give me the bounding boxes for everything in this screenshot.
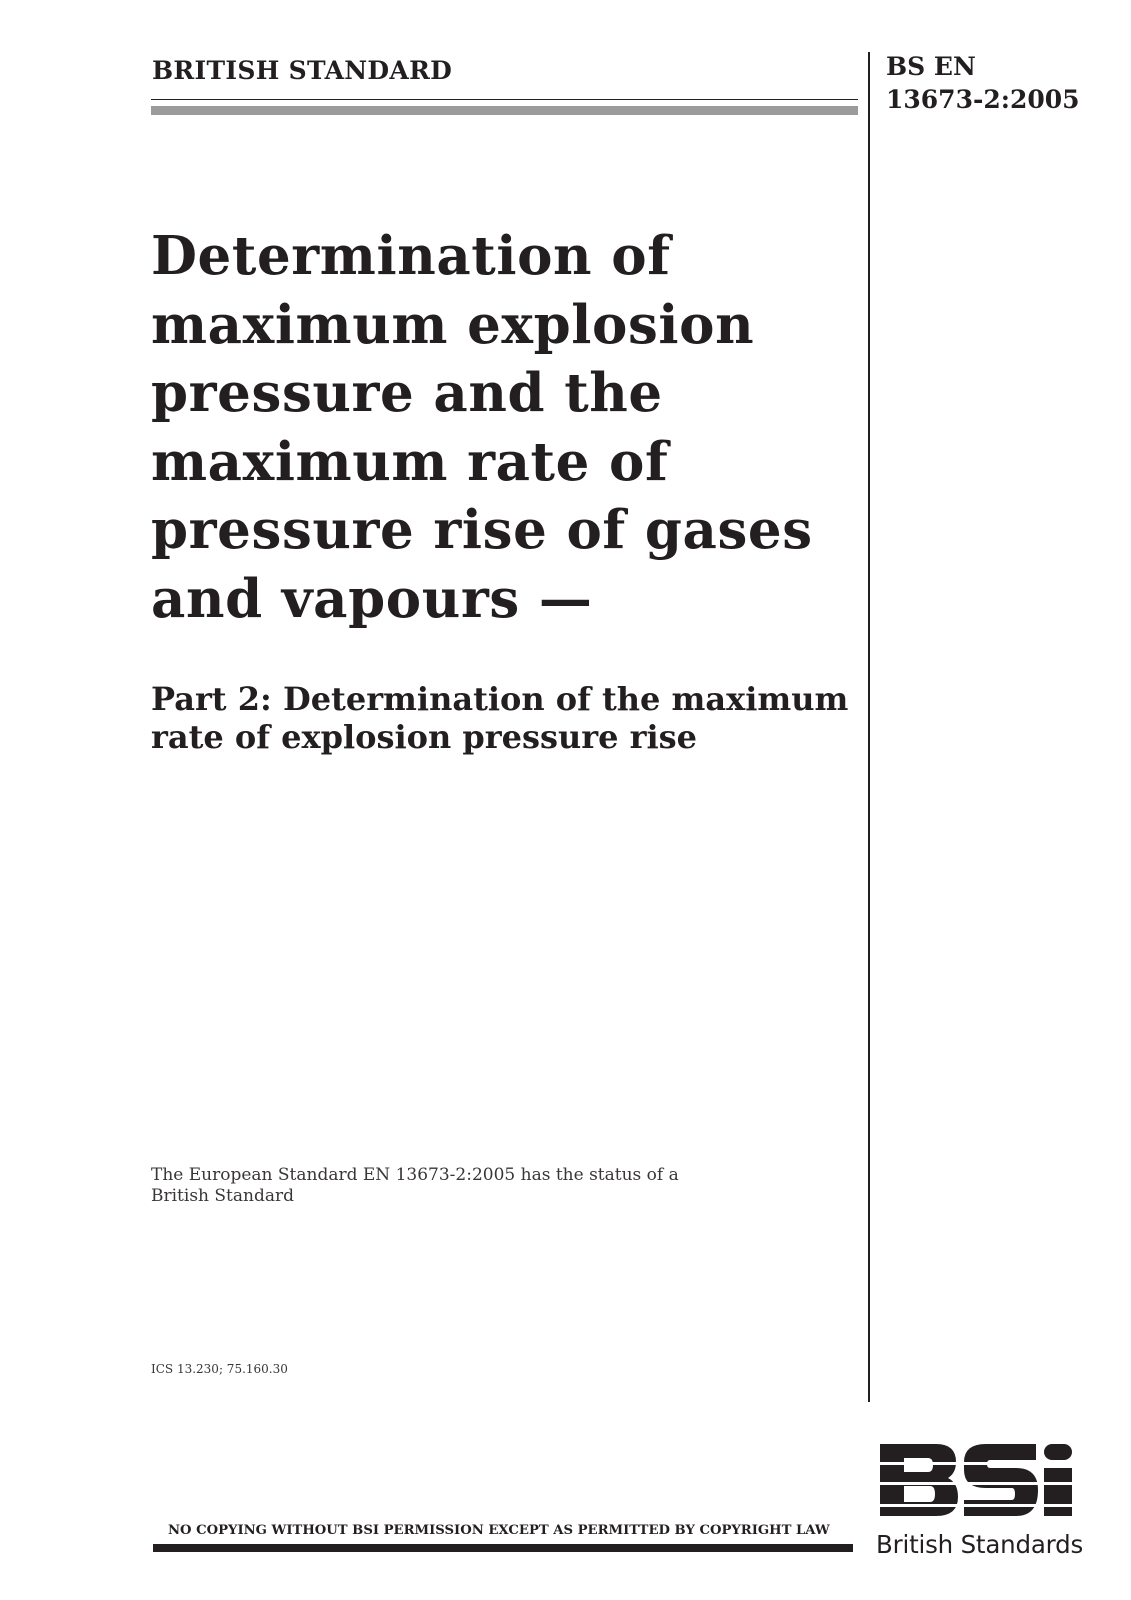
standard-type-label: BRITISH STANDARD	[152, 56, 453, 85]
designation-line-2: 13673-2:2005	[886, 85, 1080, 114]
designation-line-1: BS EN	[886, 52, 976, 81]
header-thin-rule	[151, 99, 858, 100]
subtitle-line: Part 2: Determination of the maximum	[151, 680, 849, 718]
status-note	[151, 1165, 679, 1207]
status-note-line: The European Standard EN 13673-2:2005 has the status of a	[151, 1165, 679, 1185]
title-line: maximum rate of	[151, 430, 669, 493]
ics-code: ICS 13.230; 75.160.30	[151, 1362, 288, 1376]
title-line: pressure rise of gases	[151, 499, 813, 561]
footer-rule	[153, 1544, 853, 1552]
standard-designation	[886, 50, 1080, 116]
title-line: Determination of	[151, 225, 671, 287]
subtitle-line: rate of explosion pressure rise	[151, 718, 697, 756]
copyright-notice: NO COPYING WITHOUT BSI PERMISSION EXCEPT AS PERMITTED BY COPYRIGHT LAW	[168, 1523, 830, 1538]
title-line: pressure and the	[151, 362, 663, 424]
logo-caption: British Standards	[876, 1530, 1084, 1559]
document-title	[151, 222, 851, 633]
header-thick-rule	[151, 106, 858, 115]
title-line: maximum explosion	[151, 293, 755, 356]
title-line: and vapours —	[151, 567, 593, 630]
document-subtitle	[151, 680, 871, 756]
status-note-line: British Standard	[151, 1186, 294, 1206]
